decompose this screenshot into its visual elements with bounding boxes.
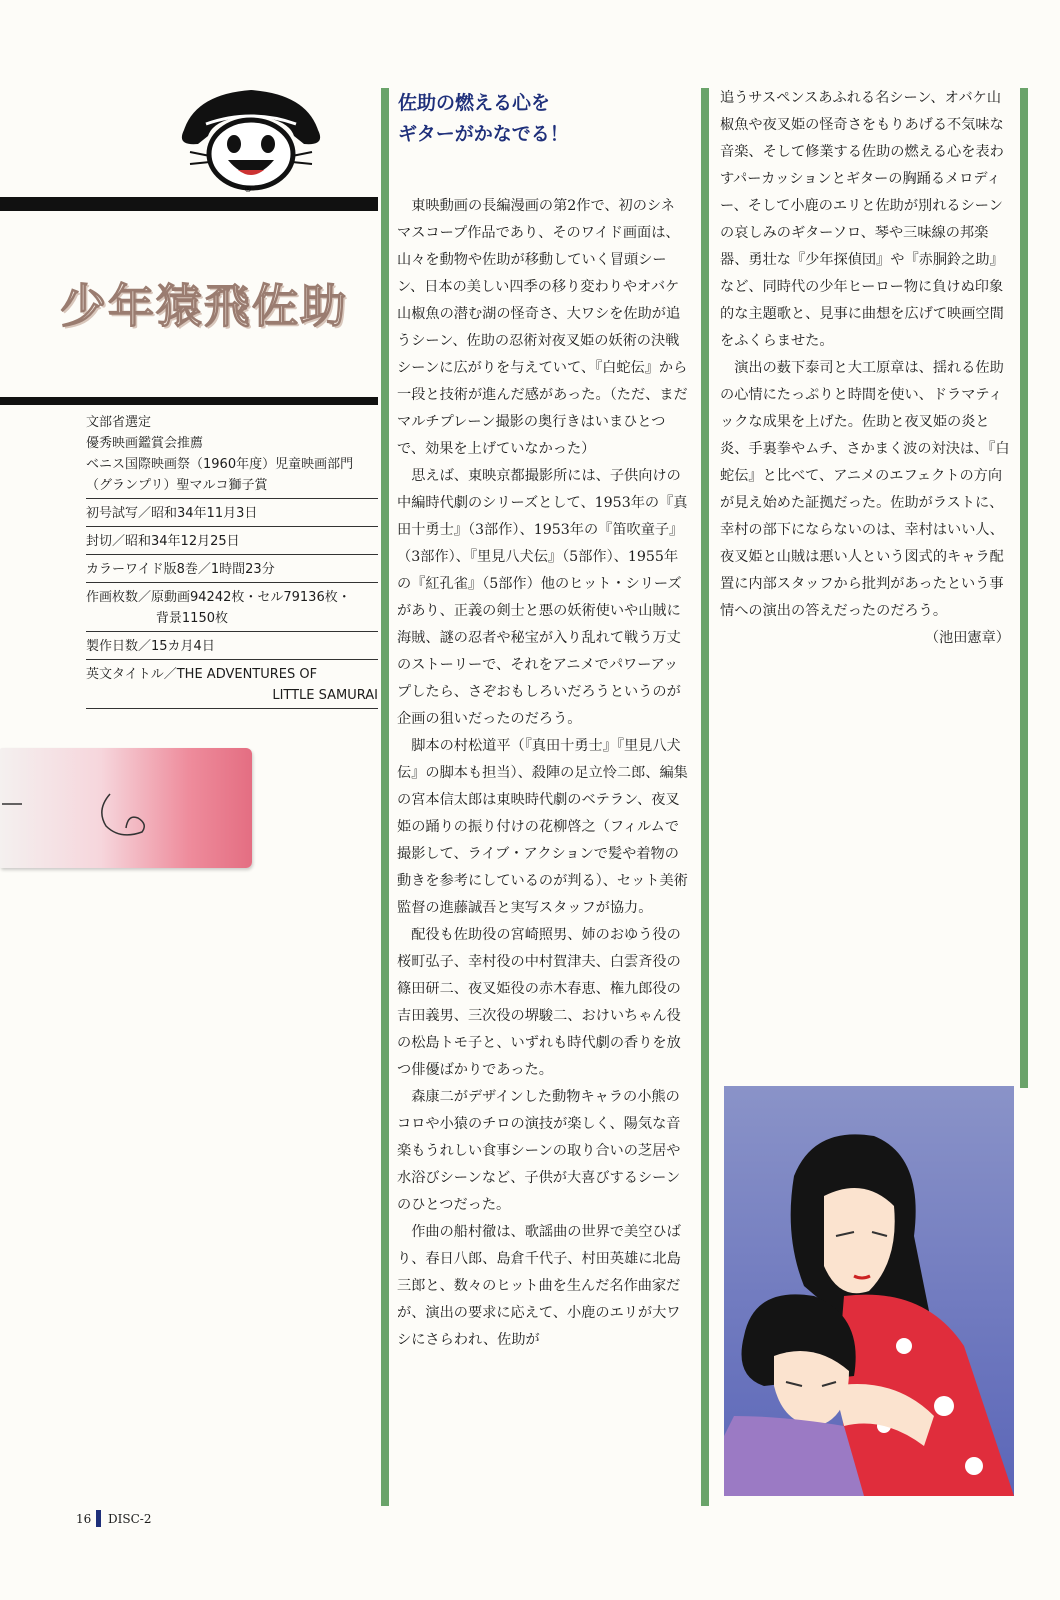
disc-label: DISC-2 (108, 1512, 152, 1526)
headline-line-2: ギターがかなでる！ (398, 123, 569, 145)
credits-block (86, 412, 378, 713)
paragraph: 東映動画の長編漫画の第2作で、初のシネマスコープ作品であり、そのワイド画面は、山々を動物や佐助が移動していく冒頭シーン、日本の美しい四季の移り変わりやオバケ山椒魚の潜む湖の怪奇さ、大ワシを佐助が追うシーン、佐助の忍術対夜叉姫の妖術の決戦シーンに広がりを与えていて、『白蛇伝』から一段と技術が進んだ感があった。（ただ、まだマルチプレーン撮影の奥行きはいまひとつで、効果を上げていなかった） (397, 198, 688, 457)
award-line: （グランプリ）聖マルコ獅子賞 (86, 478, 268, 493)
detail-group (86, 636, 378, 660)
detail-group (86, 664, 378, 709)
paragraph: 脚本の村松道平（『真田十勇士』『里見八犬伝』の脚本も担当）、殺陣の足立怜二郎、編集の宮本信太郎は東映時代劇のベテラン、夜叉姫の踊りの振り付けの花柳啓之（フィルムで撮影して、ライブ・アクションで髪や着物の動きを参考にしているのが判る）、セット美術監督の進藤誠吾と実写スタッフが協力。 (397, 738, 688, 916)
english-title-cont: LITTLE SAMURAI (272, 688, 378, 703)
handwriting-mark-icon (0, 748, 252, 868)
headline-line-1: 佐助の燃える心を (398, 92, 551, 114)
english-title: 英文タイトル／THE ADVENTURES OF (86, 667, 318, 682)
film-title: 少年猿飛佐助 (60, 279, 348, 333)
paragraph: 森康二がデザインした動物キャラの小熊のコロや小猿のチロの演技が楽しく、陽気な音楽もうれしい食事シーンの取り合いの芝居や水浴びシーンなど、子供が大喜びするシーンのひとつだった。 (397, 1089, 681, 1213)
character-illustration (724, 1086, 1014, 1496)
drawing-count-cont: 背景1150枚 (155, 611, 228, 626)
paragraph: 演出の薮下泰司と大工原章は、揺れる佐助の心情にたっぷりと時間を使い、ドラマティックな成果を上げた。佐助と夜叉姫の炎と炎、手裏拳やムチ、さかまく波の対決は、『白蛇伝』と比べて、アニメのエフェクトの方向が見え始めた証拠だった。佐助がラストに、幸村の部下にならないのは、幸村はいい人、夜叉姫と山賊は悪い人という図式的キャラ配置に内部スタッフから批判があったという事情への演出の答えだったのだろう。 (720, 360, 1010, 619)
column-rule-right (1020, 88, 1028, 1088)
title-band-bottom (0, 397, 378, 405)
paragraph: 追うサスペンスあふれる名シーン、オバケ山椒魚や夜叉姫の怪奇さをもりあげる不気味な音楽、そして修業する佐助の燃える心を表わすパーカッションとギターの胸踊るメロディー、そして小鹿のエリと佐助が別れるシーンの哀しみのギターソロ、琴や三味線の邦楽器、勇壮な『少年探偵団』や『赤胴鈴之助』など、同時代の少年ヒーロー物に負けぬ印象的な主題歌と、見事に曲想を広げて映画空間をふくらませた。 (720, 90, 1004, 349)
awards-group (86, 412, 378, 499)
title-band-top (0, 197, 378, 211)
column-rule-left (381, 88, 389, 1506)
detail-group (86, 587, 378, 632)
detail-group (86, 559, 378, 583)
paragraph: 配役も佐助役の宮崎照男、姉のおゆう役の桜町弘子、幸村役の中村賀津夫、白雲斉役の篠田研二、夜叉姫役の赤木春恵、権九郎役の吉田義男、三次役の堺駿二、おけいちゃん役の松島トモ子と、いずれも時代劇の香りを放つ俳優ばかりであった。 (397, 927, 681, 1078)
sticky-tab (0, 748, 252, 868)
page-marker-bar (96, 1510, 101, 1527)
author-signature: （池田憲章） (924, 630, 1010, 646)
article-column-2 (720, 85, 1010, 652)
award-line: 文部省選定 (86, 415, 152, 430)
article-headline (398, 88, 688, 150)
paragraph: 思えば、東映京都撮影所には、子供向けの中編時代劇のシリーズとして、1953年の『真田十勇士』（3部作）、1953年の『笛吹童子』（3部作）、『里見八犬伝』（5部作）、1955年の『紅孔雀』（5部作）他のヒット・シリーズがあり、正義の剣士と悪の妖術使いや山賊に海賊、謎の忍者や秘宝が入り乱れて戦う万丈のストーリーで、それをアニメでパワーアップしたら、さぞおもしろいだろうというのが企画の狙いだったのだろう。 (397, 468, 688, 727)
article-column-1 (397, 193, 689, 1354)
production-days: 製作日数／15カ月4日 (86, 639, 215, 654)
detail-group (86, 531, 378, 555)
release-date: 封切／昭和34年12月25日 (86, 534, 240, 549)
paragraph: 作曲の船村徹は、歌謡曲の世界で美空ひばり、春日八郎、島倉千代子、村田英雄に北島三郎と、数々のヒット曲を生んだ名作曲家だが、演出の要求に応えて、小鹿のエリが大ワシにさらわれ、佐助が (397, 1224, 681, 1348)
detail-group (86, 503, 378, 527)
drawing-count: 作画枚数／原動画94242枚・セル79136枚・ (86, 590, 351, 605)
column-rule-middle (701, 88, 709, 1506)
award-line: ベニス国際映画祭（1960年度）児童映画部門 (86, 457, 354, 472)
premiere-date: 初号試写／昭和34年11月3日 (86, 506, 258, 521)
award-line: 優秀映画鑑賞会推薦 (86, 436, 204, 451)
logo-mark: ® (244, 185, 252, 194)
page-number: 16 (76, 1512, 92, 1526)
cat-logo-icon (176, 84, 326, 194)
format-runtime: カラーワイド版8巻／1時間23分 (86, 562, 275, 577)
